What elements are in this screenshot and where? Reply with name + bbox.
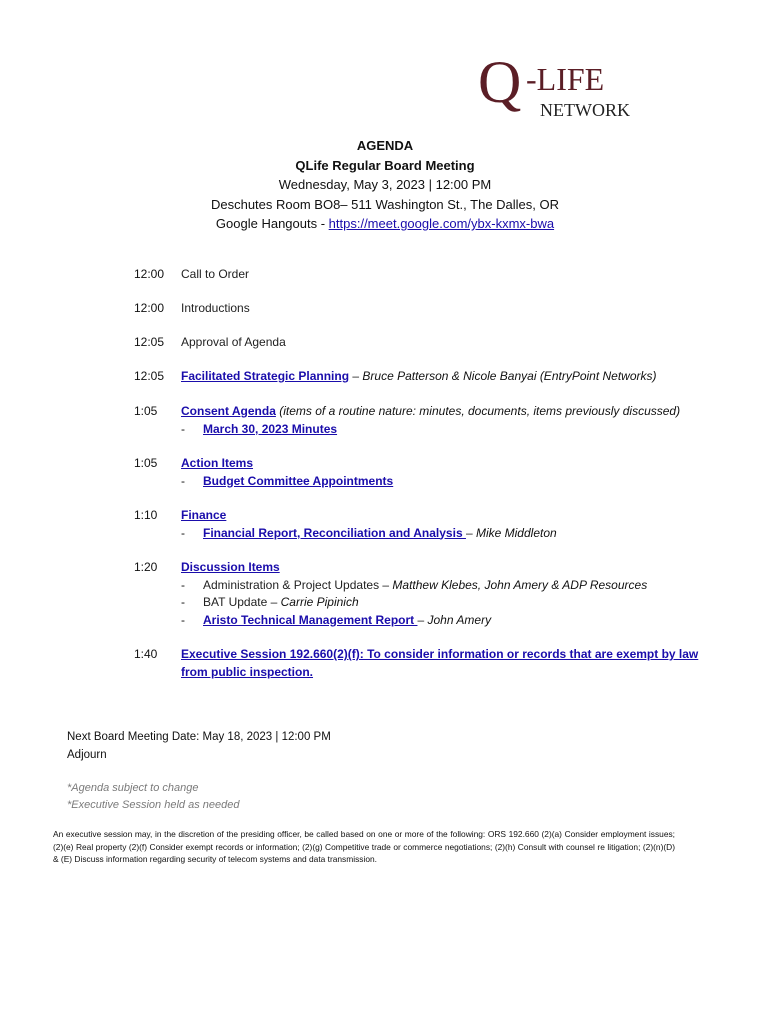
page-title: AGENDA (356, 138, 414, 153)
agenda-header (0, 136, 770, 234)
agenda-item (134, 300, 734, 334)
agenda-presenters: Matthew Klebes, John Amery & ADP Resources (392, 577, 648, 592)
agenda-list (134, 266, 734, 686)
action-items-link[interactable]: Action Items (181, 456, 254, 470)
agenda-time: 1:20 (134, 560, 158, 574)
agenda-notes (67, 780, 239, 813)
agenda-presenters: Mike Middleton (475, 525, 557, 540)
agenda-item (134, 266, 734, 300)
agenda-dash-sep: – (417, 612, 428, 627)
agenda-dash-sep: – (349, 369, 363, 383)
agenda-time: 12:05 (134, 369, 165, 383)
bullet-dash: - (181, 421, 185, 436)
agenda-item (134, 455, 734, 507)
agenda-time: 12:00 (134, 267, 165, 281)
aristo-report-link[interactable]: Aristo Technical Management Report (203, 612, 418, 627)
meeting-name: QLife Regular Board Meeting (295, 157, 475, 173)
agenda-item (134, 559, 734, 646)
agenda-time: 12:00 (134, 301, 165, 315)
agenda-label: Introductions (181, 301, 250, 315)
bullet-dash: - (181, 473, 185, 488)
executive-session-disclaimer: An executive session may, in the discretion of the presiding officer, be called based on one or more of the following: ORS 192.660 (2)(a) Consider employment issues; (2)(e) Real property (2)(f) Consider exempt records or information; (2)(g) Competitive trade or commerce negotiations; (2)(h) Consult with counsel re litigation; (2)(n)(D) & (E) Discuss information regarding security of telecom systems and data transmission. (53, 829, 675, 864)
budget-committee-link[interactable]: Budget Committee Appointments (203, 473, 394, 488)
agenda-label: Approval of Agenda (181, 335, 286, 349)
admin-updates-label: Administration & Project Updates – (203, 577, 393, 592)
agenda-label: Call to Order (181, 267, 250, 281)
finance-link[interactable]: Finance (181, 508, 227, 522)
logo-network: NETWORK (540, 100, 630, 120)
bullet-dash: - (181, 612, 185, 627)
note-item: *Executive Session held as needed (67, 798, 240, 811)
consent-agenda-link[interactable]: Consent Agenda (181, 404, 276, 418)
agenda-item (134, 646, 734, 686)
hangouts-prefix: Google Hangouts - (215, 216, 329, 231)
agenda-time: 12:05 (134, 335, 165, 349)
hangouts-line (0, 214, 770, 234)
bat-update-label: BAT Update – (203, 595, 281, 609)
financial-report-link[interactable]: Financial Report, Reconciliation and Analysis (203, 525, 466, 540)
bullet-dash: - (181, 577, 185, 592)
meeting-location: Deschutes Room BO8– 511 Washington St., The Dalles, OR (210, 196, 560, 212)
bullet-dash: - (181, 525, 185, 540)
note-item: *Agenda subject to change (67, 782, 199, 794)
strategic-planning-link[interactable]: Facilitated Strategic Planning (181, 369, 350, 383)
next-meeting-date: Next Board Meeting Date: May 18, 2023 | 12:00 PM (67, 731, 331, 743)
agenda-item (134, 334, 734, 368)
executive-session-link-cont[interactable]: from public inspection. (181, 664, 314, 679)
discussion-items-link[interactable]: Discussion Items (181, 560, 280, 574)
hangouts-link[interactable]: https://meet.google.com/ybx-kxmx-bwa (328, 216, 555, 231)
agenda-item (134, 507, 734, 559)
logo-life: -LIFE (526, 61, 605, 97)
bullet-dash: - (181, 595, 185, 609)
agenda-footer (67, 728, 331, 764)
agenda-time: 1:05 (134, 456, 158, 470)
adjourn-label: Adjourn (67, 749, 107, 761)
logo-q: Q (478, 50, 522, 115)
qlife-network-logo (478, 50, 666, 122)
agenda-presenters: John Amery (427, 612, 492, 627)
agenda-time: 1:05 (134, 404, 158, 418)
consent-agenda-note: (items of a routine nature: minutes, documents, items previously discussed) (275, 404, 681, 418)
agenda-presenters: Bruce Patterson & Nicole Banyai (EntryPoint Networks) (362, 369, 657, 383)
agenda-item (134, 403, 734, 455)
agenda-time: 1:10 (134, 508, 158, 522)
agenda-time: 1:40 (134, 647, 158, 661)
agenda-presenters: Carrie Pipinich (280, 595, 359, 609)
agenda-dash-sep: – (465, 525, 476, 540)
agenda-item (134, 368, 734, 403)
meeting-datetime: Wednesday, May 3, 2023 | 12:00 PM (278, 177, 492, 192)
executive-session-link[interactable]: Executive Session 192.660(2)(f): To consider information or records that are exempt by law (181, 647, 699, 661)
minutes-link[interactable]: March 30, 2023 Minutes (203, 421, 338, 436)
